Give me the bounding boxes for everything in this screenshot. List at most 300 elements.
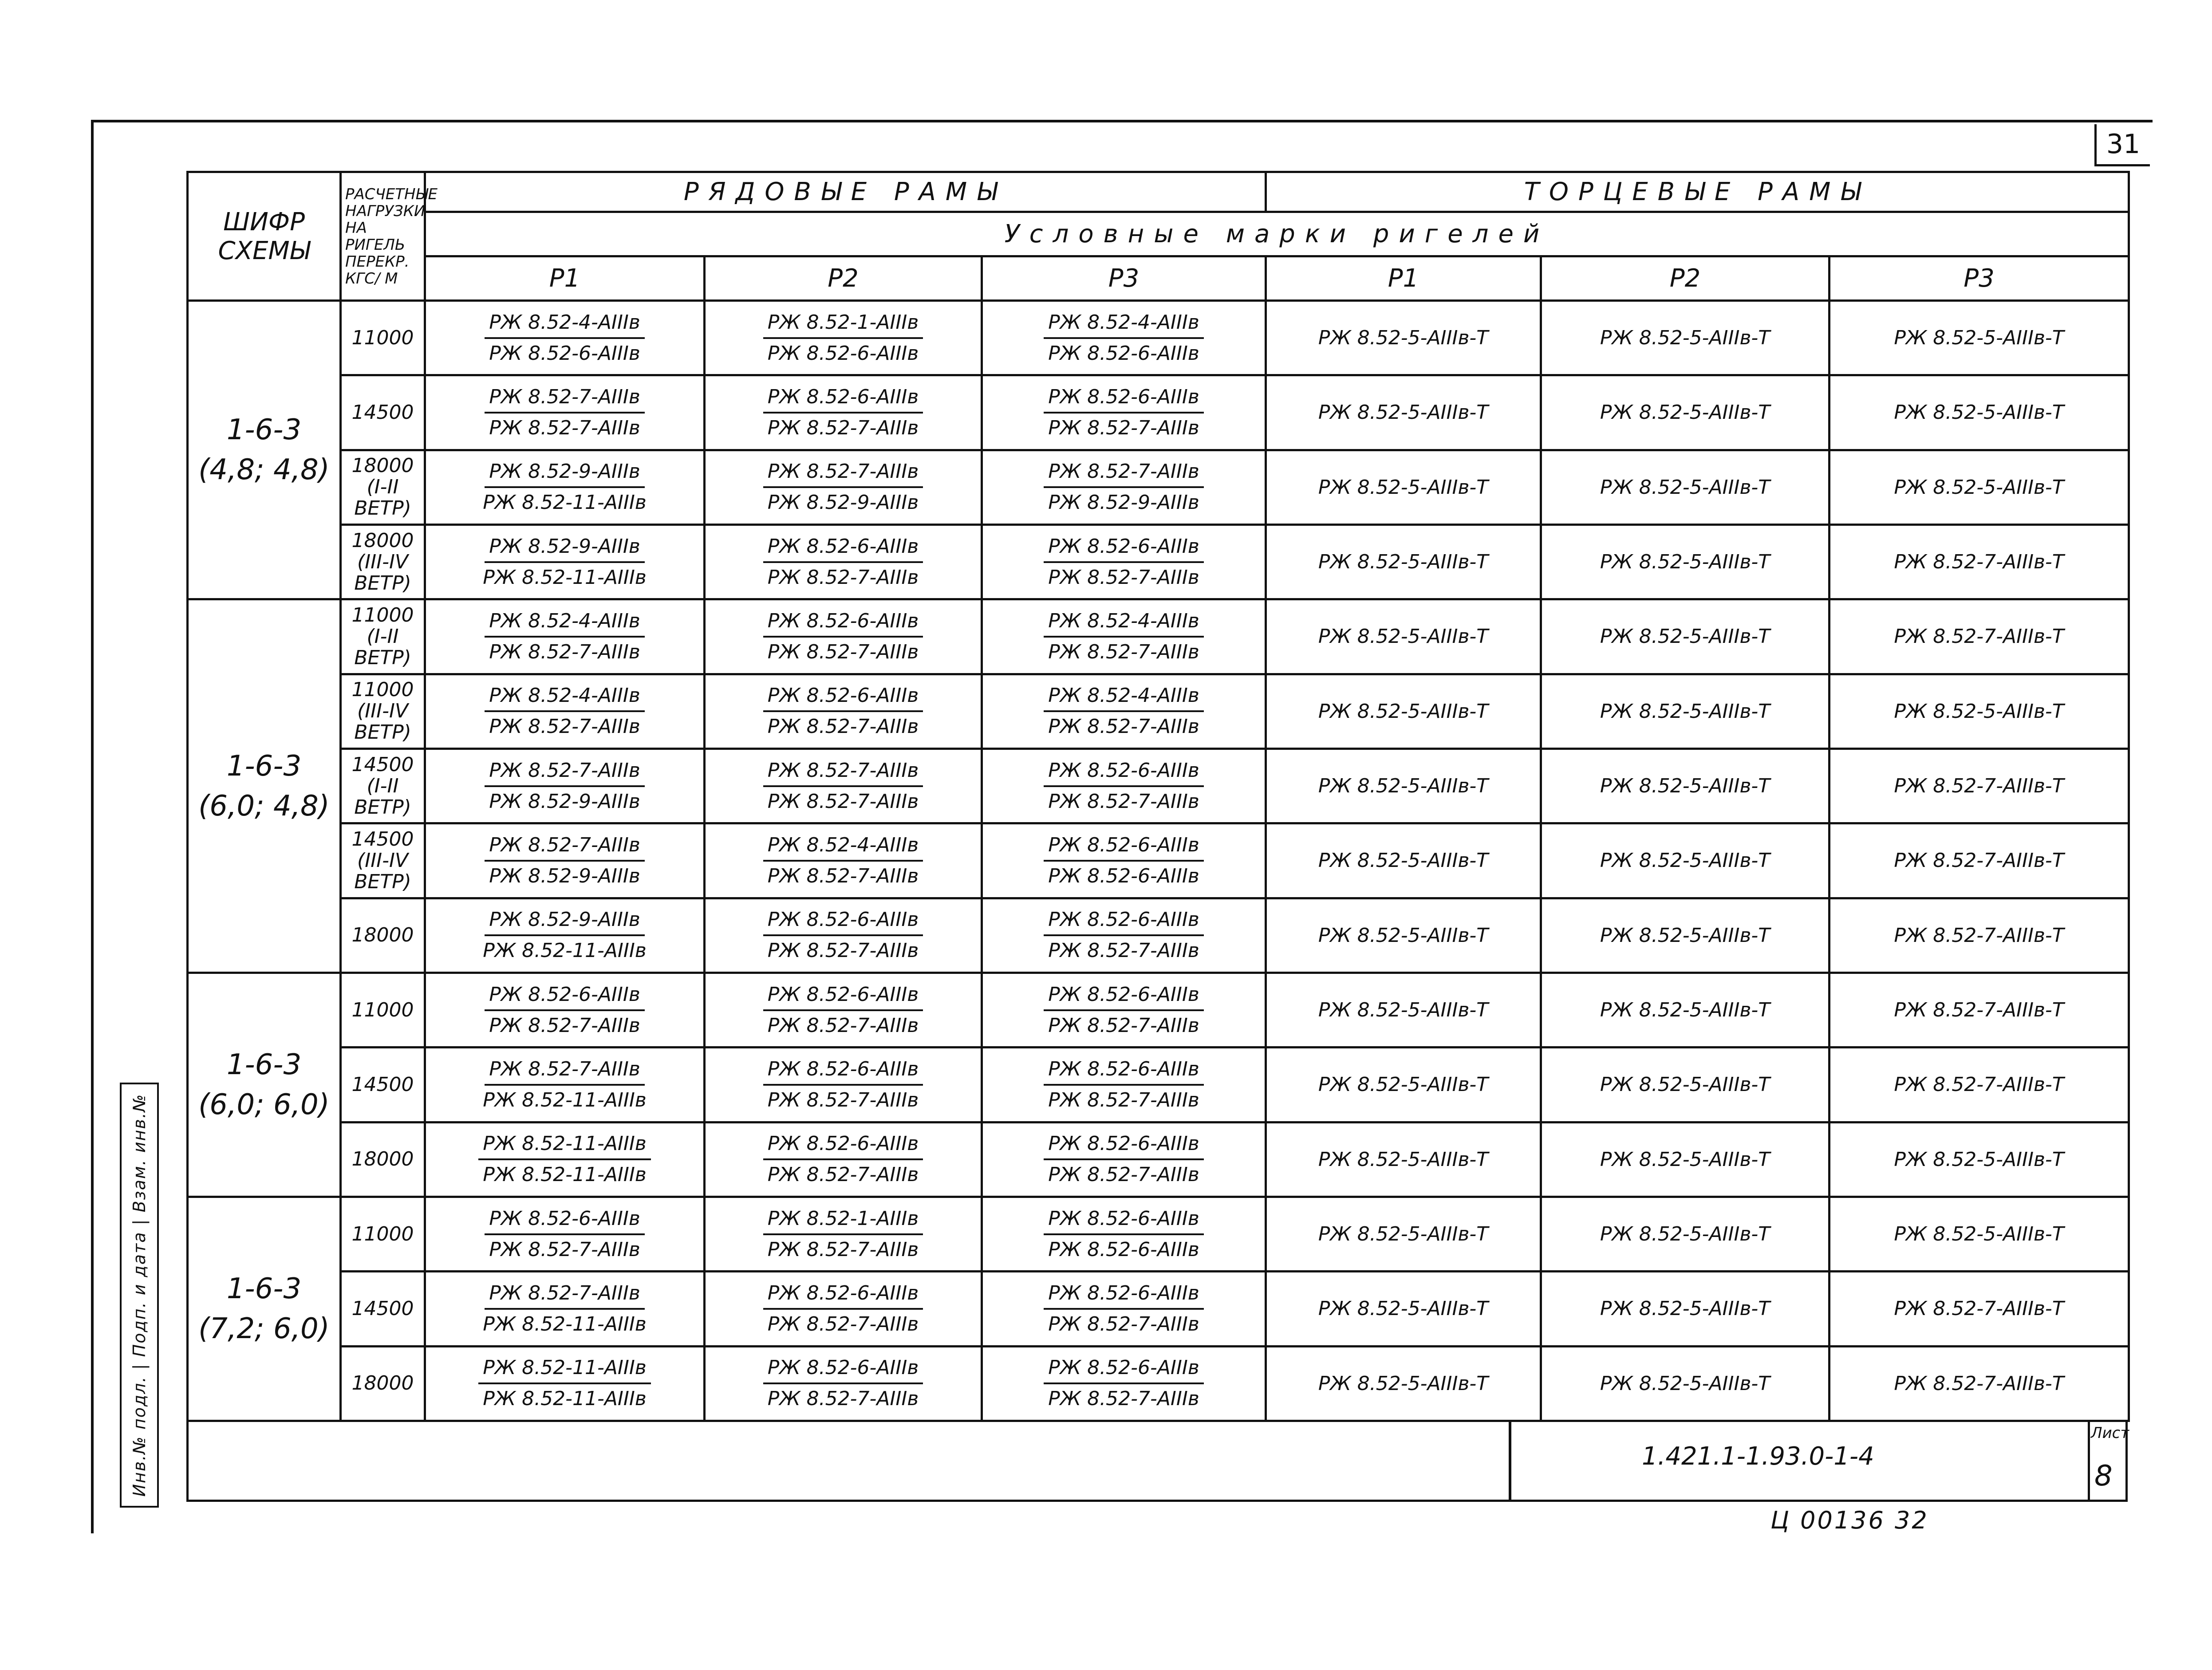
load-note: (III-IV ВЕТР) <box>354 700 411 744</box>
mark-pair <box>983 750 1265 822</box>
mark-pair <box>983 1198 1265 1270</box>
header-end-frames: ТОРЦЕВЫЕ РАМЫ <box>1266 172 2129 212</box>
archive-code: Ц 00136 32 <box>1770 1506 1929 1534</box>
side-stamp <box>120 1083 159 1508</box>
end-frame-t2: РЖ 8.52-5-АIIIв-Т <box>1541 898 1830 973</box>
mark-bottom: РЖ 8.52-7-АIIIв <box>489 715 640 738</box>
mark-top: РЖ 8.52-4-АIIIв <box>1044 681 1204 712</box>
row-frame-r3 <box>982 748 1266 823</box>
mark-pair <box>426 824 703 897</box>
row-frame-r3 <box>982 599 1266 674</box>
row-frame-r3 <box>982 524 1266 599</box>
row-frame-r3 <box>982 1048 1266 1122</box>
row-frame-r2 <box>705 898 982 973</box>
header-shifr: ШИФР СХЕМЫ <box>188 172 341 301</box>
end-frame-t3: РЖ 8.52-5-АIIIв-Т <box>1830 1122 2129 1197</box>
load-value: 11000 <box>351 326 414 349</box>
end-frame-t2: РЖ 8.52-5-АIIIв-Т <box>1541 823 1830 898</box>
end-frame-t3: РЖ 8.52-7-АIIIв-Т <box>1830 1048 2129 1122</box>
end-frame-t3: РЖ 8.52-7-АIIIв-Т <box>1830 1272 2129 1346</box>
mark-pair <box>983 451 1265 524</box>
mark-pair <box>426 451 703 524</box>
mark-bottom: РЖ 8.52-7-АIIIв <box>1048 640 1199 663</box>
mark-pair <box>426 1272 703 1345</box>
mark-top: РЖ 8.52-6-АIIIв <box>1044 1353 1204 1384</box>
mark-top: РЖ 8.52-6-АIIIв <box>1044 1055 1204 1086</box>
end-frame-t2: РЖ 8.52-5-АIIIв-Т <box>1541 1122 1830 1197</box>
row-frame-r3 <box>982 1197 1266 1271</box>
end-frame-t1: РЖ 8.52-5-АIIIв-Т <box>1266 301 1541 375</box>
mark-top: РЖ 8.52-6-АIIIв <box>763 681 923 712</box>
end-frame-t1: РЖ 8.52-5-АIIIв-Т <box>1266 823 1541 898</box>
end-frame-t3: РЖ 8.52-5-АIIIв-Т <box>1830 450 2129 524</box>
mark-pair <box>983 899 1265 972</box>
mark-top: РЖ 8.52-4-АIIIв <box>1044 308 1204 339</box>
load-cell <box>341 1048 425 1122</box>
load-value: 11000 <box>351 603 414 626</box>
table-row <box>188 748 2129 823</box>
row-frame-r1 <box>425 1197 705 1271</box>
mark-bottom: РЖ 8.52-11-АIIIв <box>483 1312 647 1335</box>
end-frame-t1: РЖ 8.52-5-АIIIв-Т <box>1266 1122 1541 1197</box>
mark-top: РЖ 8.52-1-АIIIв <box>763 1204 923 1235</box>
end-frame-t3: РЖ 8.52-7-АIIIв-Т <box>1830 599 2129 674</box>
table-row <box>188 898 2129 973</box>
mark-bottom: РЖ 8.52-7-АIIIв <box>767 1312 919 1335</box>
mark-top: РЖ 8.52-6-АIIIв <box>1044 532 1204 563</box>
scheme-cell <box>188 301 341 599</box>
mark-bottom: РЖ 8.52-11-АIIIв <box>483 939 647 962</box>
mark-top: РЖ 8.52-11-АIIIв <box>478 1353 651 1384</box>
table-row <box>188 1048 2129 1122</box>
mark-bottom: РЖ 8.52-11-АIIIв <box>483 1387 647 1410</box>
mark-bottom: РЖ 8.52-7-АIIIв <box>1048 1312 1199 1335</box>
row-frame-r2 <box>705 1272 982 1346</box>
load-value: 11000 <box>351 1222 414 1245</box>
table-row <box>188 599 2129 674</box>
load-note: (III-IV ВЕТР) <box>354 550 411 595</box>
row-frame-r2 <box>705 301 982 375</box>
mark-bottom: РЖ 8.52-11-АIIIв <box>483 1163 647 1186</box>
col-t1: Р1 <box>1266 256 1541 301</box>
row-frame-r2 <box>705 973 982 1047</box>
load-value: 14500 <box>351 827 414 851</box>
table-row <box>188 1346 2129 1421</box>
mark-top: РЖ 8.52-1-АIIIв <box>763 308 923 339</box>
load-value: 18000 <box>351 529 414 552</box>
mark-pair <box>426 376 703 449</box>
table-row <box>188 1122 2129 1197</box>
mark-bottom: РЖ 8.52-7-АIIIв <box>1048 1088 1199 1111</box>
scheme-dims: (4,8; 4,8) <box>198 453 330 487</box>
row-frame-r1 <box>425 1048 705 1122</box>
mark-bottom: РЖ 8.52-6-АIIIв <box>1048 342 1199 365</box>
row-frame-r3 <box>982 1122 1266 1197</box>
row-frame-r2 <box>705 1346 982 1421</box>
table-row <box>188 674 2129 748</box>
rigel-marks-table <box>186 171 2130 1422</box>
row-frame-r2 <box>705 1197 982 1271</box>
row-frame-r3 <box>982 973 1266 1047</box>
mark-pair <box>706 1123 981 1196</box>
col-t3: Р3 <box>1830 256 2129 301</box>
load-value: 14500 <box>351 401 414 424</box>
row-frame-r1 <box>425 1272 705 1346</box>
load-value: 11000 <box>351 998 414 1021</box>
row-frame-r1 <box>425 1346 705 1421</box>
end-frame-t2: РЖ 8.52-5-АIIIв-Т <box>1541 1048 1830 1122</box>
end-frame-t3: РЖ 8.52-7-АIIIв-Т <box>1830 748 2129 823</box>
row-frame-r2 <box>705 1122 982 1197</box>
mark-top: РЖ 8.52-6-АIIIв <box>1044 905 1204 936</box>
mark-pair <box>983 1048 1265 1121</box>
mark-pair <box>706 526 981 598</box>
end-frame-t2: РЖ 8.52-5-АIIIв-Т <box>1541 674 1830 748</box>
mark-top: РЖ 8.52-4-АIIIв <box>485 607 645 638</box>
end-frame-t3: РЖ 8.52-7-АIIIв-Т <box>1830 973 2129 1047</box>
mark-bottom: РЖ 8.52-7-АIIIв <box>767 566 919 589</box>
row-frame-r2 <box>705 375 982 450</box>
mark-bottom: РЖ 8.52-7-АIIIв <box>767 1238 919 1261</box>
end-frame-t1: РЖ 8.52-5-АIIIв-Т <box>1266 450 1541 524</box>
scheme-cell <box>188 1197 341 1421</box>
row-frame-r1 <box>425 973 705 1047</box>
mark-pair <box>706 824 981 897</box>
end-frame-t1: РЖ 8.52-5-АIIIв-Т <box>1266 524 1541 599</box>
mark-top: РЖ 8.52-7-АIIIв <box>485 1055 645 1086</box>
end-frame-t2: РЖ 8.52-5-АIIIв-Т <box>1541 301 1830 375</box>
mark-top: РЖ 8.52-4-АIIIв <box>485 681 645 712</box>
mark-top: РЖ 8.52-7-АIIIв <box>763 457 923 488</box>
mark-pair <box>706 451 981 524</box>
mark-bottom: РЖ 8.52-7-АIIIв <box>767 939 919 962</box>
mark-pair <box>426 750 703 822</box>
table-row <box>188 1272 2129 1346</box>
mark-pair <box>706 600 981 673</box>
mark-pair <box>706 675 981 748</box>
end-frame-t1: РЖ 8.52-5-АIIIв-Т <box>1266 1197 1541 1271</box>
mark-top: РЖ 8.52-6-АIIIв <box>1044 1204 1204 1235</box>
mark-pair <box>706 750 981 822</box>
mark-top: РЖ 8.52-7-АIIIв <box>1044 457 1204 488</box>
mark-bottom: РЖ 8.52-6-АIIIв <box>767 342 919 365</box>
end-frame-t1: РЖ 8.52-5-АIIIв-Т <box>1266 973 1541 1047</box>
mark-pair <box>706 974 981 1046</box>
mark-bottom: РЖ 8.52-7-АIIIв <box>767 1088 919 1111</box>
end-frame-t3: РЖ 8.52-7-АIIIв-Т <box>1830 898 2129 973</box>
load-cell <box>341 898 425 973</box>
end-frame-t1: РЖ 8.52-5-АIIIв-Т <box>1266 1272 1541 1346</box>
row-frame-r1 <box>425 301 705 375</box>
load-cell <box>341 599 425 674</box>
load-value: 14500 <box>351 1073 414 1096</box>
mark-pair <box>983 376 1265 449</box>
doc-code: 1.421.1-1.93.0-1-4 <box>1642 1442 1874 1471</box>
table-row <box>188 375 2129 450</box>
end-frame-t1: РЖ 8.52-5-АIIIв-Т <box>1266 898 1541 973</box>
table-row <box>188 823 2129 898</box>
col-r3: Р3 <box>982 256 1266 301</box>
load-cell <box>341 1346 425 1421</box>
end-frame-t2: РЖ 8.52-5-АIIIв-Т <box>1541 1197 1830 1271</box>
mark-bottom: РЖ 8.52-6-АIIIв <box>1048 864 1199 887</box>
mark-bottom: РЖ 8.52-11-АIIIв <box>483 566 647 589</box>
mark-bottom: РЖ 8.52-9-АIIIв <box>489 790 640 813</box>
row-frame-r3 <box>982 898 1266 973</box>
mark-pair <box>426 600 703 673</box>
row-frame-r1 <box>425 748 705 823</box>
mark-top: РЖ 8.52-6-АIIIв <box>485 1204 645 1235</box>
side-stamp-text: Инв.№ подл. | Подп. и дата | Взам. инв.№ <box>130 1093 149 1497</box>
load-cell <box>341 1122 425 1197</box>
row-frame-r3 <box>982 1272 1266 1346</box>
end-frame-t3: РЖ 8.52-5-АIIIв-Т <box>1830 375 2129 450</box>
mark-top: РЖ 8.52-6-АIIIв <box>763 1279 923 1310</box>
row-frame-r2 <box>705 1048 982 1122</box>
row-frame-r2 <box>705 450 982 524</box>
end-frame-t2: РЖ 8.52-5-АIIIв-Т <box>1541 1272 1830 1346</box>
table-row <box>188 1197 2129 1271</box>
header-loads: РАСЧЕТНЫЕ НАГРУЗКИ НА РИГЕЛЬ ПЕРЕКР. КГС/ М <box>341 172 425 301</box>
mark-pair <box>983 675 1265 748</box>
row-frame-r2 <box>705 748 982 823</box>
mark-pair <box>706 302 981 374</box>
row-frame-r3 <box>982 1346 1266 1421</box>
mark-top: РЖ 8.52-6-АIIIв <box>763 1129 923 1160</box>
table-row <box>188 973 2129 1047</box>
header-marks: Условные марки ригелей <box>425 212 2129 256</box>
end-frame-t1: РЖ 8.52-5-АIIIв-Т <box>1266 1346 1541 1421</box>
mark-bottom: РЖ 8.52-7-АIIIв <box>489 1014 640 1037</box>
load-cell <box>341 748 425 823</box>
scheme-code: 1-6-3 <box>226 749 302 783</box>
mark-top: РЖ 8.52-6-АIIIв <box>485 980 645 1011</box>
mark-bottom: РЖ 8.52-7-АIIIв <box>1048 790 1199 813</box>
header-row-frames: РЯДОВЫЕ РАМЫ <box>425 172 1266 212</box>
mark-pair <box>706 376 981 449</box>
mark-top: РЖ 8.52-4-АIIIв <box>1044 607 1204 638</box>
row-frame-r2 <box>705 599 982 674</box>
mark-bottom: РЖ 8.52-7-АIIIв <box>767 1014 919 1037</box>
mark-bottom: РЖ 8.52-7-АIIIв <box>767 715 919 738</box>
mark-top: РЖ 8.52-6-АIIIв <box>763 382 923 414</box>
mark-pair <box>426 1198 703 1270</box>
load-value: 14500 <box>351 1297 414 1320</box>
mark-pair <box>983 1272 1265 1345</box>
mark-bottom: РЖ 8.52-7-АIIIв <box>767 864 919 887</box>
end-frame-t3: РЖ 8.52-7-АIIIв-Т <box>1830 1346 2129 1421</box>
mark-top: РЖ 8.52-6-АIIIв <box>763 980 923 1011</box>
col-r2: Р2 <box>705 256 982 301</box>
mark-top: РЖ 8.52-7-АIIIв <box>763 756 923 787</box>
row-frame-r3 <box>982 450 1266 524</box>
load-note: (I-II ВЕТР) <box>354 625 411 669</box>
mark-pair <box>426 526 703 598</box>
mark-pair <box>426 1048 703 1121</box>
mark-bottom: РЖ 8.52-7-АIIIв <box>489 416 640 439</box>
load-cell <box>341 1197 425 1271</box>
mark-top: РЖ 8.52-11-АIIIв <box>478 1129 651 1160</box>
load-note: (I-II ВЕТР) <box>354 774 411 819</box>
mark-bottom: РЖ 8.52-7-АIIIв <box>767 640 919 663</box>
list-number: 8 <box>2094 1460 2113 1493</box>
mark-top: РЖ 8.52-7-АIIIв <box>485 382 645 414</box>
mark-top: РЖ 8.52-6-АIIIв <box>1044 1129 1204 1160</box>
end-frame-t1: РЖ 8.52-5-АIIIв-Т <box>1266 748 1541 823</box>
mark-top: РЖ 8.52-9-АIIIв <box>485 457 645 488</box>
end-frame-t2: РЖ 8.52-5-АIIIв-Т <box>1541 524 1830 599</box>
end-frame-t3: РЖ 8.52-5-АIIIв-Т <box>1830 674 2129 748</box>
mark-bottom: РЖ 8.52-7-АIIIв <box>1048 1014 1199 1037</box>
row-frame-r3 <box>982 301 1266 375</box>
mark-pair <box>983 1123 1265 1196</box>
load-value: 18000 <box>351 454 414 477</box>
scheme-code: 1-6-3 <box>226 1048 302 1081</box>
mark-pair <box>706 1272 981 1345</box>
end-frame-t2: РЖ 8.52-5-АIIIв-Т <box>1541 375 1830 450</box>
row-frame-r1 <box>425 450 705 524</box>
mark-pair <box>426 899 703 972</box>
table-row <box>188 524 2129 599</box>
mark-pair <box>706 899 981 972</box>
load-cell <box>341 1272 425 1346</box>
row-frame-r1 <box>425 674 705 748</box>
mark-pair <box>426 302 703 374</box>
mark-top: РЖ 8.52-4-АIIIв <box>485 308 645 339</box>
load-cell <box>341 301 425 375</box>
mark-bottom: РЖ 8.52-7-АIIIв <box>1048 1387 1199 1410</box>
mark-bottom: РЖ 8.52-11-АIIIв <box>483 491 647 514</box>
mark-pair <box>426 974 703 1046</box>
mark-top: РЖ 8.52-6-АIIIв <box>763 532 923 563</box>
row-frame-r2 <box>705 524 982 599</box>
load-cell <box>341 450 425 524</box>
load-cell <box>341 375 425 450</box>
mark-bottom: РЖ 8.52-7-АIIIв <box>1048 715 1199 738</box>
end-frame-t2: РЖ 8.52-5-АIIIв-Т <box>1541 973 1830 1047</box>
end-frame-t2: РЖ 8.52-5-АIIIв-Т <box>1541 748 1830 823</box>
row-frame-r1 <box>425 375 705 450</box>
mark-top: РЖ 8.52-6-АIIIв <box>1044 382 1204 414</box>
row-frame-r1 <box>425 1122 705 1197</box>
mark-top: РЖ 8.52-6-АIIIв <box>1044 980 1204 1011</box>
row-frame-r3 <box>982 674 1266 748</box>
mark-top: РЖ 8.52-6-АIIIв <box>1044 756 1204 787</box>
mark-top: РЖ 8.52-6-АIIIв <box>763 1353 923 1384</box>
table-row <box>188 450 2129 524</box>
mark-bottom: РЖ 8.52-7-АIIIв <box>767 1387 919 1410</box>
row-frame-r1 <box>425 524 705 599</box>
scheme-dims: (6,0; 4,8) <box>198 789 330 823</box>
list-label: Лист <box>2091 1424 2129 1442</box>
scheme-code: 1-6-3 <box>226 414 302 447</box>
end-frame-t1: РЖ 8.52-5-АIIIв-Т <box>1266 1048 1541 1122</box>
load-value: 18000 <box>351 1372 414 1395</box>
load-note: (III-IV ВЕТР) <box>354 849 411 893</box>
end-frame-t3: РЖ 8.52-7-АIIIв-Т <box>1830 524 2129 599</box>
mark-bottom: РЖ 8.52-7-АIIIв <box>489 1238 640 1261</box>
mark-top: РЖ 8.52-4-АIIIв <box>763 831 923 862</box>
mark-pair <box>983 302 1265 374</box>
mark-pair <box>983 974 1265 1046</box>
mark-pair <box>426 1347 703 1420</box>
scheme-dims: (6,0; 6,0) <box>198 1088 330 1121</box>
mark-pair <box>426 675 703 748</box>
mark-bottom: РЖ 8.52-9-АIIIв <box>1048 491 1199 514</box>
mark-top: РЖ 8.52-9-АIIIв <box>485 532 645 563</box>
scheme-cell <box>188 599 341 973</box>
col-r1: Р1 <box>425 256 705 301</box>
load-cell <box>341 524 425 599</box>
row-frame-r2 <box>705 823 982 898</box>
mark-pair <box>983 824 1265 897</box>
mark-bottom: РЖ 8.52-7-АIIIв <box>1048 566 1199 589</box>
mark-top: РЖ 8.52-6-АIIIв <box>763 607 923 638</box>
mark-top: РЖ 8.52-6-АIIIв <box>763 1055 923 1086</box>
mark-bottom: РЖ 8.52-6-АIIIв <box>1048 1238 1199 1261</box>
load-cell <box>341 973 425 1047</box>
load-cell <box>341 674 425 748</box>
row-frame-r2 <box>705 674 982 748</box>
sheet-number: 31 <box>2094 124 2150 166</box>
col-t2: Р2 <box>1541 256 1830 301</box>
scheme-cell <box>188 973 341 1197</box>
mark-top: РЖ 8.52-9-АIIIв <box>485 905 645 936</box>
end-frame-t1: РЖ 8.52-5-АIIIв-Т <box>1266 599 1541 674</box>
mark-bottom: РЖ 8.52-7-АIIIв <box>1048 416 1199 439</box>
end-frame-t2: РЖ 8.52-5-АIIIв-Т <box>1541 1346 1830 1421</box>
mark-bottom: РЖ 8.52-7-АIIIв <box>489 640 640 663</box>
mark-bottom: РЖ 8.52-9-АIIIв <box>767 491 919 514</box>
scheme-code: 1-6-3 <box>226 1272 302 1305</box>
end-frame-t3: РЖ 8.52-5-АIIIв-Т <box>1830 1197 2129 1271</box>
scheme-dims: (7,2; 6,0) <box>198 1312 330 1345</box>
row-frame-r1 <box>425 898 705 973</box>
mark-pair <box>426 1123 703 1196</box>
load-value: 18000 <box>351 924 414 947</box>
end-frame-t2: РЖ 8.52-5-АIIIв-Т <box>1541 599 1830 674</box>
table-row <box>188 301 2129 375</box>
mark-pair <box>706 1347 981 1420</box>
end-frame-t3: РЖ 8.52-5-АIIIв-Т <box>1830 301 2129 375</box>
table-body <box>188 301 2129 1421</box>
mark-top: РЖ 8.52-7-АIIIв <box>485 831 645 862</box>
mark-pair <box>706 1048 981 1121</box>
mark-top: РЖ 8.52-7-АIIIв <box>485 756 645 787</box>
load-value: 11000 <box>351 678 414 701</box>
mark-pair <box>706 1198 981 1270</box>
row-frame-r1 <box>425 599 705 674</box>
mark-pair <box>983 1347 1265 1420</box>
row-frame-r3 <box>982 823 1266 898</box>
mark-bottom: РЖ 8.52-11-АIIIв <box>483 1088 647 1111</box>
load-value: 14500 <box>351 753 414 776</box>
end-frame-t3: РЖ 8.52-7-АIIIв-Т <box>1830 823 2129 898</box>
mark-top: РЖ 8.52-6-АIIIв <box>1044 1279 1204 1310</box>
load-value: 18000 <box>351 1148 414 1171</box>
mark-top: РЖ 8.52-6-АIIIв <box>1044 831 1204 862</box>
mark-bottom: РЖ 8.52-6-АIIIв <box>489 342 640 365</box>
mark-bottom: РЖ 8.52-7-АIIIв <box>1048 1163 1199 1186</box>
mark-bottom: РЖ 8.52-7-АIIIв <box>767 416 919 439</box>
end-frame-t1: РЖ 8.52-5-АIIIв-Т <box>1266 674 1541 748</box>
mark-bottom: РЖ 8.52-7-АIIIв <box>767 790 919 813</box>
load-cell <box>341 823 425 898</box>
mark-top: РЖ 8.52-6-АIIIв <box>763 905 923 936</box>
mark-top: РЖ 8.52-7-АIIIв <box>485 1279 645 1310</box>
row-frame-r1 <box>425 823 705 898</box>
mark-bottom: РЖ 8.52-9-АIIIв <box>489 864 640 887</box>
